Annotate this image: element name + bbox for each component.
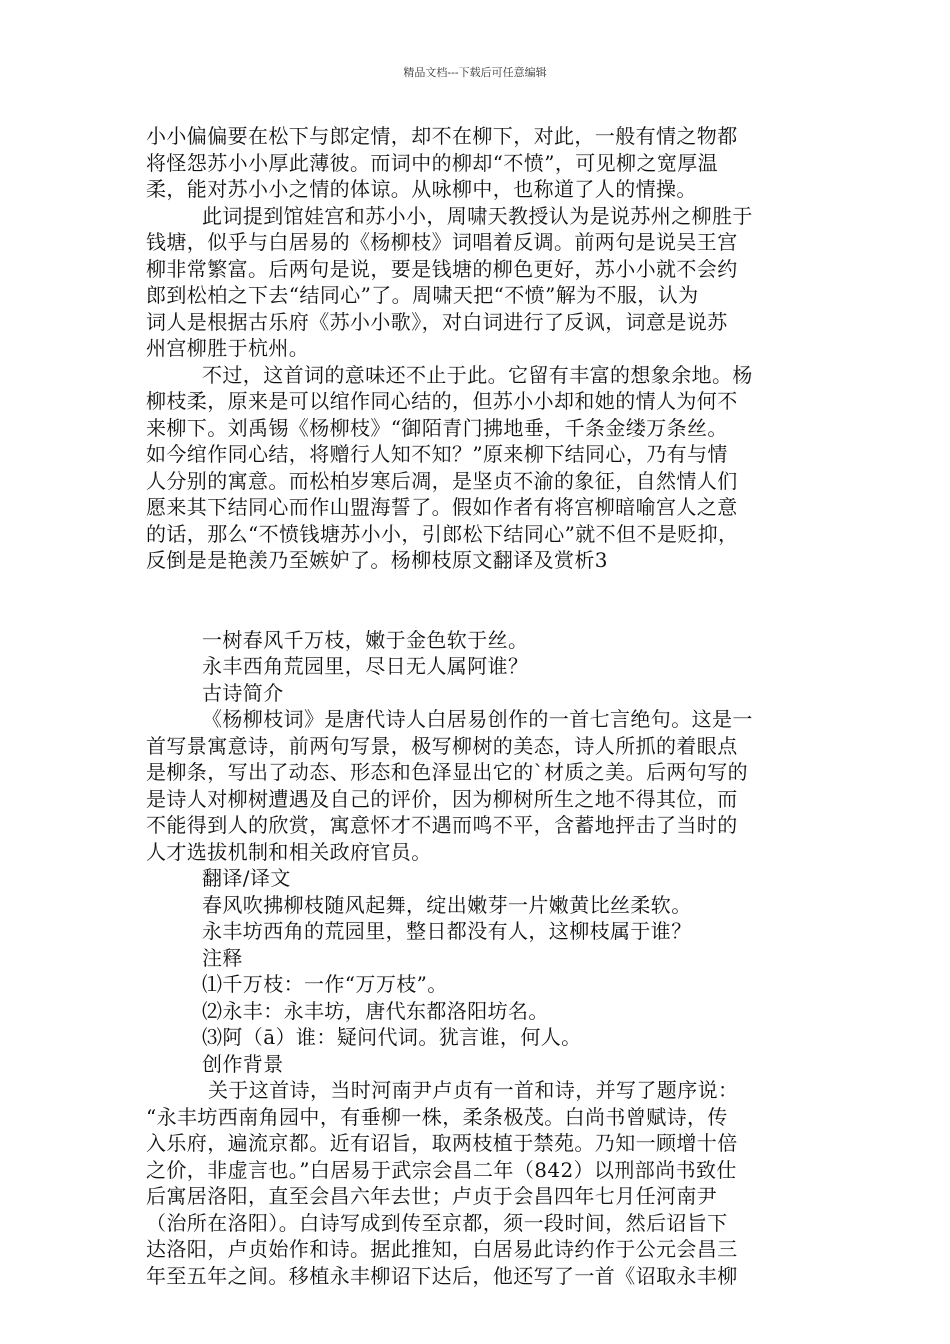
intro-paragraph — [146, 706, 816, 865]
section-gap — [146, 574, 816, 627]
page-header: 精品文档---下载后可任意编辑 — [403, 66, 547, 79]
paragraph-continuation — [146, 123, 816, 203]
document-body — [146, 123, 816, 1289]
text-line: 来柳下。刘禹锡《杨柳枝》“御陌青门拂地垂，千条金缕万条丝。 — [146, 415, 728, 440]
text-line: 此词提到馆娃宫和苏小小，周啸天教授认为是说苏州之柳胜于 — [202, 203, 753, 228]
poem-line-1: 一树春风千万枝，嫩于金色软于丝。 — [202, 627, 529, 652]
paragraph-analysis — [146, 203, 816, 362]
text-line: 人才选拔机制和相关政府官员。 — [146, 839, 432, 864]
text-line: 人分别的寓意。而松柏岁寒后凋，是坚贞不渝的象征，自然情人们 — [146, 468, 738, 493]
paragraph-interpretation — [146, 362, 816, 574]
text-line: 的话，那么“不愤钱塘苏小小，引郎松下结同心”就不但不是贬抑， — [146, 521, 739, 546]
text-line: 钱塘，似乎与白居易的《杨柳枝》词唱着反调。前两句是说吴王宫 — [146, 230, 738, 254]
text-line: 《杨柳枝词》是唐代诗人白居易创作的一首七言绝句。这是一 — [202, 707, 753, 731]
text-line: 是柳条，写出了动态、形态和色泽显出它的`材质之美。后两句写的 — [146, 760, 748, 784]
text-line: 年至五年之间。移植永丰柳诏下达后，他还写了一首《诏取永丰柳 — [146, 1263, 738, 1288]
text-line: 达洛阳，卢贞始作和诗。据此推知，白居易此诗约作于公元会昌三 — [146, 1237, 738, 1261]
poem-line-2: 永丰西角荒园里，尽日无人属阿谁？ — [202, 654, 529, 678]
text-line: 柳枝柔，原来是可以绾作同心结的，但苏小小却和她的情人为何不 — [146, 389, 738, 413]
note-item-1: ⑴千万枝：一作“万万枝”。 — [202, 972, 448, 996]
background-paragraph — [146, 1077, 816, 1289]
text-line: “永丰坊西南角园中，有垂柳一株，柔条极茂。白尚书曾赋诗，传 — [146, 1104, 728, 1129]
text-line: 如今绾作同心结，将赠行人知不知？”原来柳下结同心，乃有与情 — [146, 442, 728, 466]
text-line: 柔，能对苏小小之情的体谅。从咏柳中，也称道了人的情操。 — [146, 177, 697, 201]
text-line: 小小偏偏要在松下与郎定情，却不在柳下，对此，一般有情之物都 — [146, 124, 738, 148]
text-line: 不能得到人的欣赏，寓意怀才不遇而鸣不平，含蓄地抨击了当时的 — [146, 813, 738, 837]
intro-heading: 古诗简介 — [202, 680, 284, 705]
note-item-3: ⑶阿（ā）谁：疑问代词。犹言谁，何人。 — [202, 1025, 582, 1049]
text-line: 不过，这首词的意味还不止于此。它留有丰富的想象余地。杨 — [202, 362, 753, 387]
note-item-2: ⑵永丰：永丰坊，唐代东都洛阳坊名。 — [202, 998, 549, 1023]
text-line: 之价，非虚言也。”白居易于武宗会昌二年（842）以刑部尚书致仕 — [146, 1157, 737, 1182]
translation-line-1: 春风吹拂柳枝随风起舞，绽出嫩芽一片嫩黄比丝柔软。 — [202, 892, 692, 917]
text-line: 关于这首诗，当时河南尹卢贞有一首和诗，并写了题序说： — [208, 1078, 739, 1102]
text-line: 愿来其下结同心而作山盟海誓了。假如作者有将宫柳暗喻宫人之意 — [146, 495, 738, 519]
text-line: 柳非常繁富。后两句是说，要是钱塘的柳色更好，苏小小就不会约 — [146, 256, 738, 281]
background-heading: 创作背景 — [202, 1051, 284, 1076]
text-line: 是诗人对柳树遭遇及自己的评价，因为柳树所生之地不得其位，而 — [146, 786, 738, 811]
text-line: （治所在洛阳）。白诗写成到传至京都，须一段时间，然后诏旨下 — [146, 1210, 728, 1235]
text-line: 首写景寓意诗，前两句写景，极写柳树的美态，诗人所抓的着眼点 — [146, 733, 738, 758]
notes-heading: 注释 — [202, 945, 243, 970]
translation-heading: 翻译/译文 — [202, 866, 291, 890]
text-line: 将怪怨苏小小厚此薄彼。而词中的柳却“不愤”，可见柳之宽厚温 — [146, 150, 719, 175]
text-line: 后寓居洛阳，直至会昌六年去世；卢贞于会昌四年七月任河南尹 — [146, 1184, 718, 1208]
text-line: 郎到松柏之下去“结同心”了。周啸天把“不愤”解为不服，认为 — [146, 283, 699, 307]
text-line: 词人是根据古乐府《苏小小歌》，对白词进行了反讽，词意是说苏 — [146, 309, 728, 334]
text-line: 反倒是是艳羡乃至嫉妒了。杨柳枝原文翻译及赏析3 — [146, 548, 608, 572]
translation-line-2: 永丰坊西角的荒园里，整日都没有人，这柳枝属于谁？ — [202, 919, 692, 943]
text-line: 入乐府，遍流京都。近有诏旨，取两枝植于禁苑。乃知一顾增十倍 — [146, 1131, 738, 1155]
text-line: 州宫柳胜于杭州。 — [146, 336, 310, 360]
